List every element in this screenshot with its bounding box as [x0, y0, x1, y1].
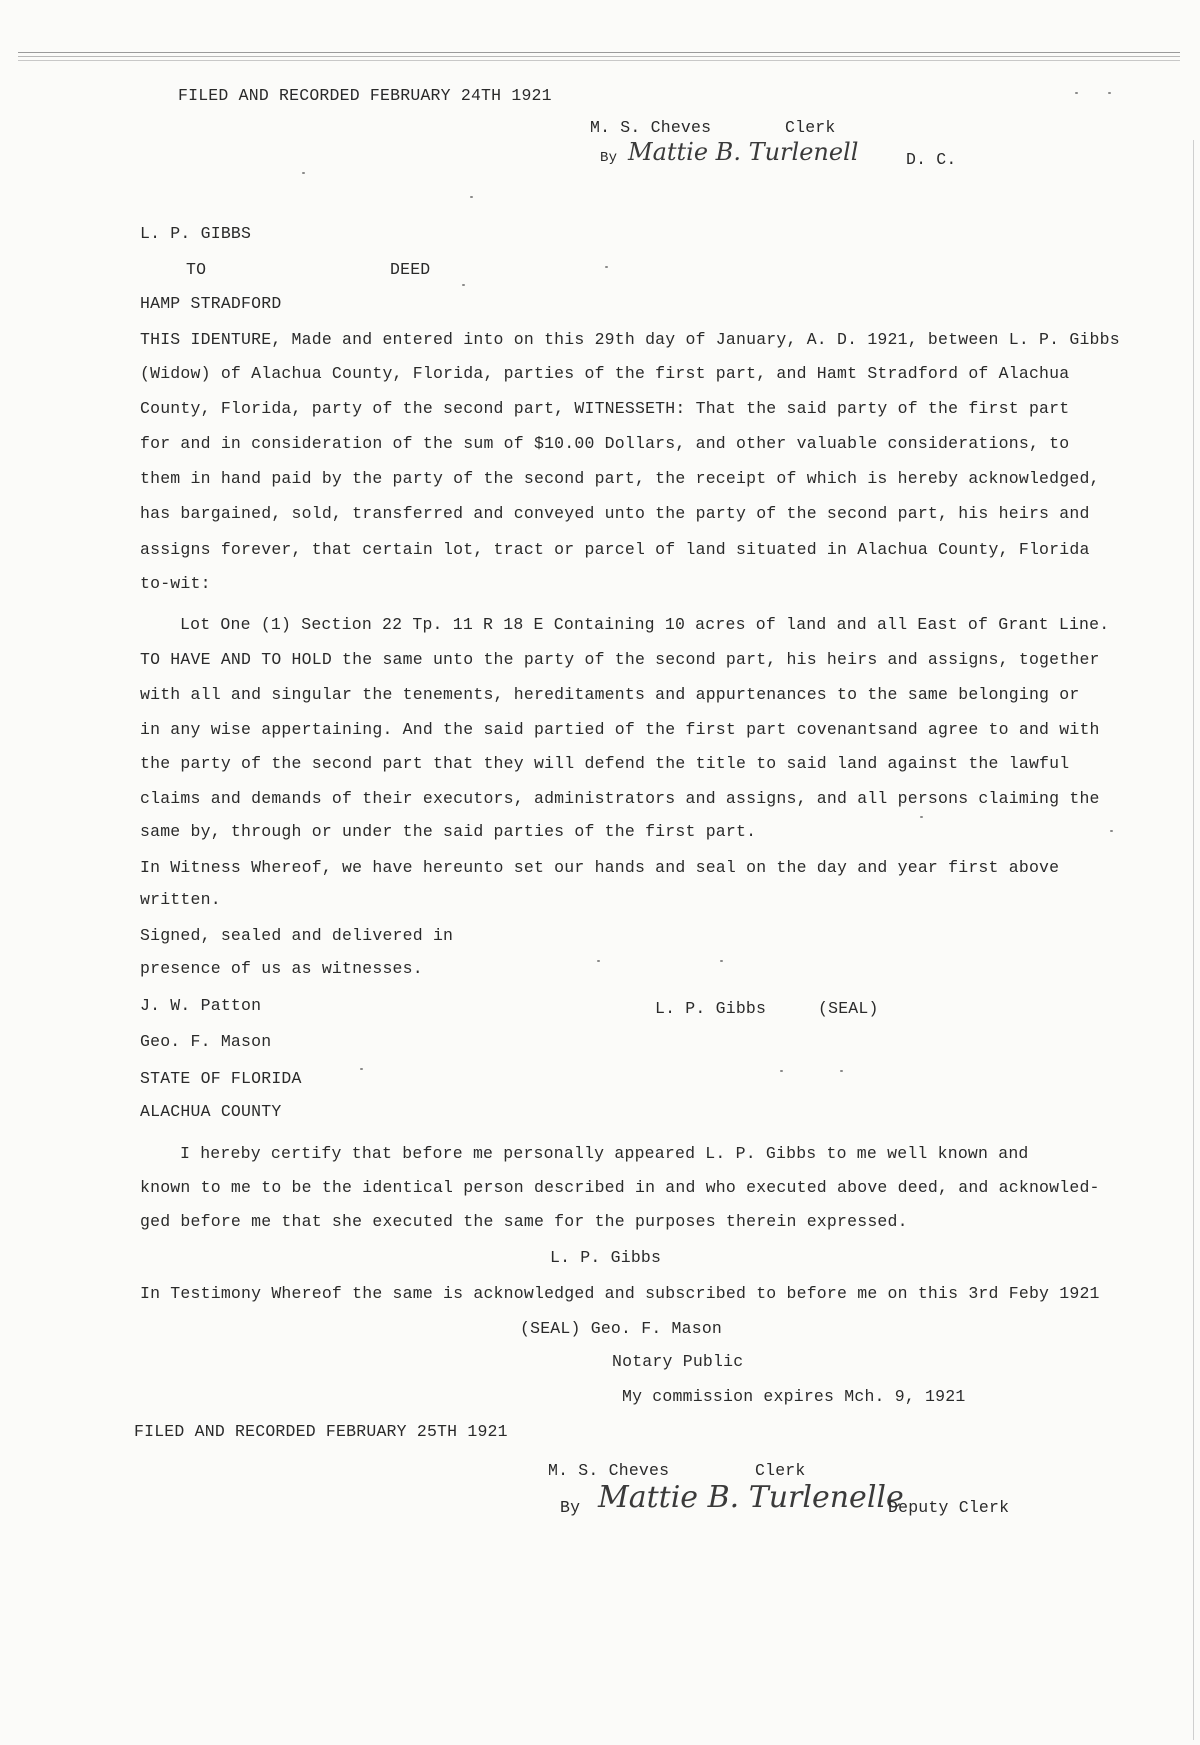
ack-signer: L. P. Gibbs [550, 1248, 662, 1267]
scan-speck [302, 172, 305, 174]
body-line: THIS IDENTURE, Made and entered into on this 29th day of January, A. D. 1921, between L. P. Gibbs [140, 330, 1120, 349]
witness-2: Geo. F. Mason [140, 1032, 272, 1051]
clerk-title-bottom: Clerk [755, 1461, 806, 1480]
signed-statement-1: Signed, sealed and delivered in [140, 926, 454, 945]
scan-speck [920, 816, 923, 818]
state-label: STATE OF FLORIDA [140, 1069, 302, 1088]
land-description: Lot One (1) Section 22 Tp. 11 R 18 E Containing 10 acres of land and all East of Grant Line. [180, 615, 1110, 634]
body-line: with all and singular the tenements, hereditaments and appurtenances to the same belonging or [140, 685, 1080, 704]
notary-title: Notary Public [612, 1352, 744, 1371]
scan-speck [462, 284, 465, 286]
clerk-name-top: M. S. Cheves [590, 118, 712, 137]
by-top: By [600, 150, 618, 166]
clerk-title-top: Clerk [785, 118, 836, 137]
scan-speck [1110, 830, 1113, 832]
grantor-name: L. P. GIBBS [140, 224, 252, 243]
ack-line: known to me to be the identical person described in and who executed above deed, and acknowled- [140, 1178, 1100, 1197]
body-line: in any wise appertaining. And the said partied of the first part covenantsand agree to and with [140, 720, 1100, 739]
filed-recorded-bottom: FILED AND RECORDED FEBRUARY 25TH 1921 [134, 1422, 508, 1441]
scan-speck [470, 196, 473, 198]
body-line: claims and demands of their executors, administrators and assigns, and all persons claiming the [140, 789, 1100, 808]
scan-speck [840, 1070, 843, 1072]
commission-expiry: My commission expires Mch. 9, 1921 [622, 1387, 966, 1406]
county-label: ALACHUA COUNTY [140, 1102, 282, 1121]
witness-1: J. W. Patton [140, 996, 262, 1015]
by-bottom: By [560, 1498, 581, 1517]
top-rule-3 [18, 60, 1180, 61]
filed-recorded-top: FILED AND RECORDED FEBRUARY 24TH 1921 [178, 86, 552, 105]
scan-speck [597, 960, 600, 962]
body-line: assigns forever, that certain lot, tract or parcel of land situated in Alachua County, Florida [140, 540, 1090, 559]
scan-speck [605, 266, 608, 268]
clerk-name-bottom: M. S. Cheves [548, 1461, 670, 1480]
grantee-name: HAMP STRADFORD [140, 294, 282, 313]
scan-speck [780, 1070, 783, 1072]
body-line: County, Florida, party of the second part, WITNESSETH: That the said party of the first part [140, 399, 1070, 418]
ack-line: I hereby certify that before me personally appeared L. P. Gibbs to me well known and [180, 1144, 1029, 1163]
body-line: them in hand paid by the party of the second part, the receipt of which is hereby acknowledged, [140, 469, 1100, 488]
top-rule-2 [18, 56, 1180, 57]
body-line: In Witness Whereof, we have hereunto set our hands and seal on the day and year first above [140, 858, 1060, 877]
deed-label: DEED [390, 260, 431, 279]
signed-statement-2: presence of us as witnesses. [140, 959, 423, 978]
notary-name: (SEAL) Geo. F. Mason [520, 1319, 723, 1338]
scan-speck [1108, 92, 1111, 94]
seal-label: (SEAL) [818, 999, 879, 1018]
deputy-clerk-label: Deputy Clerk [888, 1498, 1010, 1517]
scan-speck [360, 1068, 363, 1070]
body-line: the party of the second part that they will defend the title to said land against the lawful [140, 754, 1070, 773]
ack-line: ged before me that she executed the same for the purposes therein expressed. [140, 1212, 908, 1231]
scan-speck [1075, 92, 1078, 94]
body-line: for and in consideration of the sum of $10.00 Dollars, and other valuable considerations, to [140, 434, 1070, 453]
clerk-signature-top: Mattie B. Turlenell [628, 138, 859, 166]
body-line: (Widow) of Alachua County, Florida, parties of the first part, and Hamt Stradford of Alachua [140, 364, 1070, 383]
body-line: TO HAVE AND TO HOLD the same unto the party of the second part, his heirs and assigns, together [140, 650, 1100, 669]
body-line: has bargained, sold, transferred and conveyed unto the party of the second part, his heirs and [140, 504, 1090, 523]
body-line: same by, through or under the said parties of the first part. [140, 822, 757, 841]
deputy-clerk-signature: Mattie B. Turlenelle [598, 1480, 904, 1515]
dc-top: D. C. [906, 150, 957, 169]
top-rule [18, 52, 1180, 53]
body-line: written. [140, 890, 221, 909]
scan-speck [720, 960, 723, 962]
grantor-signature: L. P. Gibbs [655, 999, 767, 1018]
page-edge [1193, 140, 1194, 1740]
testimony-line: In Testimony Whereof the same is acknowledged and subscribed to before me on this 3rd Feby 1921 [140, 1284, 1100, 1303]
body-line: to-wit: [140, 574, 211, 593]
to-label: TO [186, 260, 207, 279]
